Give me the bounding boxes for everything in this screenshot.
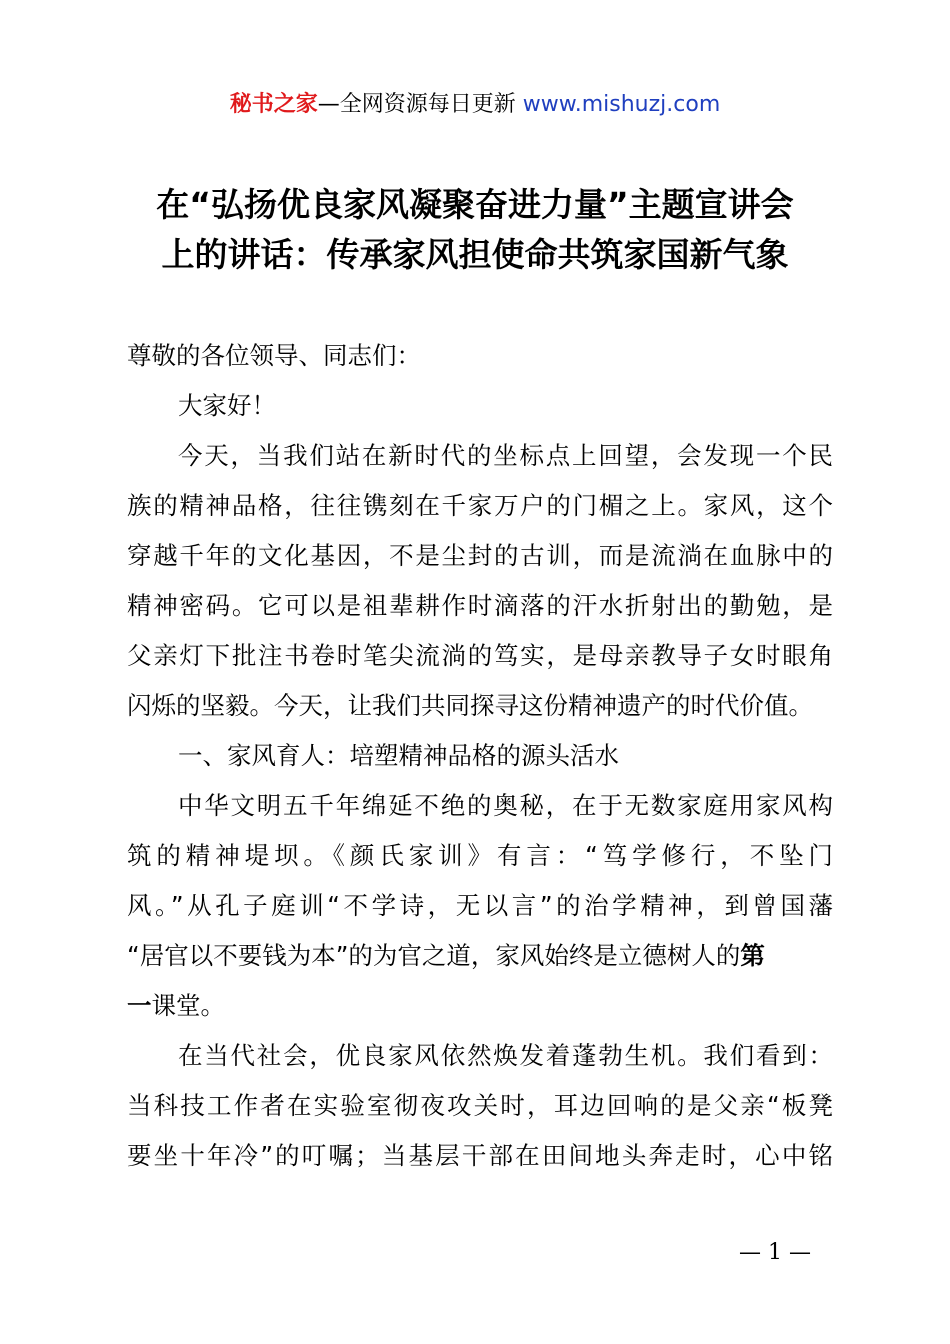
section-heading: 一、家风育人：培塑精神品格的源头活水: [178, 741, 619, 770]
site-brand: 秘书之家: [229, 92, 318, 117]
paragraph-line-text: “居官以不要钱为本”的为官之道，家风始终是立德树人的: [127, 941, 741, 970]
paragraph-line-text: 课堂。: [151, 991, 225, 1020]
site-url[interactable]: www.mishuzj.com: [522, 92, 721, 117]
paragraph-line: 今天，当我们站在新时代的坐标点上回望，会发现一个民: [178, 441, 833, 470]
paragraph-line: 穿越千年的文化基因，不是尘封的古训，而是流淌在血脉中的: [127, 541, 833, 570]
paragraph-line: 父亲灯下批注书卷时笔尖流淌的笃实，是母亲教导子女时眼角: [127, 641, 833, 670]
document-body: [127, 331, 833, 1181]
paragraph-line: 在当代社会，优良家风依然焕发着蓬勃生机。我们看到：: [178, 1041, 833, 1070]
paragraph-line: 筑的精神堤坝。《颜氏家训》有言：“笃学修行，不坠门: [127, 841, 833, 870]
paragraph-line: 要坐十年冷”的叮嘱；当基层干部在田间地头奔走时，心中铭: [127, 1141, 833, 1170]
paragraph-line: 精神密码。它可以是祖辈耕作时滴落的汗水折射出的勤勉，是: [127, 591, 833, 620]
document-title: [60, 180, 890, 280]
paragraph-line: [127, 931, 833, 981]
site-slogan: —全网资源每日更新: [317, 92, 516, 117]
bold-text: 第: [740, 941, 765, 970]
paragraph-line: 风。”从孔子庭训“不学诗，无以言”的治学精神，到曾国藩: [127, 891, 833, 920]
paragraph-line: 中华文明五千年绵延不绝的奥秘，在于无数家庭用家风构: [178, 791, 833, 820]
paragraph-line: 闪烁的坚毅。今天，让我们共同探寻这份精神遗产的时代价值。: [127, 691, 813, 720]
paragraph-line: 族的精神品格，往往镌刻在千家万户的门楣之上。家风，这个: [127, 491, 833, 520]
title-line-1: 在“弘扬优良家风凝聚奋进力量”主题宣讲会: [156, 185, 794, 224]
bold-text: 一: [127, 991, 152, 1020]
intro-paragraph: [127, 431, 833, 731]
paragraph-line: 当科技工作者在实验室彻夜攻关时，耳边回响的是父亲“板凳: [127, 1091, 833, 1120]
salutation: 尊敬的各位领导、同志们：: [127, 341, 421, 370]
page-number: — 1 —: [739, 1240, 811, 1265]
site-header: [0, 88, 950, 122]
section1-paragraph-1: [127, 781, 833, 1031]
paragraph-line: [127, 981, 833, 1031]
title-line-2: 上的讲话：传承家风担使命共筑家国新气象: [161, 235, 789, 274]
section1-paragraph-2: [127, 1031, 833, 1181]
greeting: 大家好！: [178, 391, 276, 420]
